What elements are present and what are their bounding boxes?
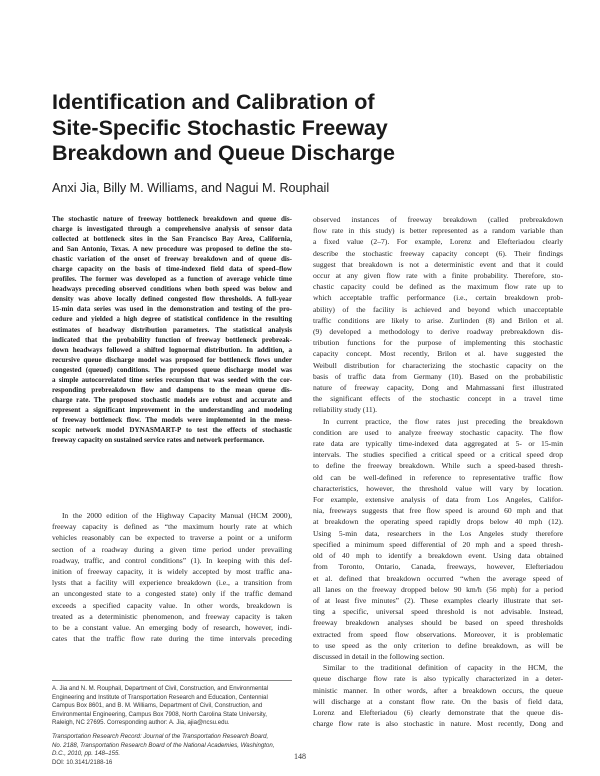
body-line: basis of traffic data from Germany (10). Based on the probabilistic [313, 371, 563, 381]
body-line: from Toronto, Ontario, Canada, freeways, however, Elefteriadou [313, 562, 563, 572]
title-line: Breakdown and Queue Discharge [52, 141, 395, 165]
abstract-line: of freeway bottleneck flow. The models were implemented in the meso- [52, 415, 292, 424]
abstract-line: freeway capacity on sustained service rates and network performance. [52, 436, 265, 445]
abstract-line: recursive queue discharge model was proposed for bottleneck flows under [52, 355, 292, 364]
abstract-line: scopic network model DYNASMART-P to test the effects of stochastic [52, 425, 292, 434]
body-line: Similar to the traditional definition of capacity in the HCM, the [323, 663, 563, 673]
citation-line: DOI: 10.3141/2188-16 [52, 758, 113, 766]
footnote-line: A. Jia and N. M. Rouphail, Department of Civil, Construction, and Environmental [52, 685, 269, 692]
footnote-line: Campus Box 8601, and B. M. Williams, Department of Civil, Construction, and [52, 702, 263, 710]
abstract-line: profiles. The former was developed as a function of average vehicle time [52, 275, 292, 284]
body-line: nia, freeways suggests that free flow speed is around 60 mph and that [313, 506, 563, 516]
left-column-body [52, 510, 292, 644]
body-line: old can be well-defined in reference to representative traffic flow [313, 472, 563, 482]
body-line: Weibull distribution for characterizing the stochastic capacity on the [313, 360, 563, 370]
body-line: (9) developed a methodology to derive roadway prebreakdown dis- [313, 327, 563, 337]
abstract-line: responding prebreakdown flow and dampens to the mean queue dis- [52, 385, 292, 394]
body-line: suggest that breakdown is not a deterministic event and that it could [313, 259, 563, 269]
body-line: vehicles reasonably can be expected to traverse a point or a uniform [52, 533, 292, 543]
abstract-line: charge capacity on the basis of time-indexed field data of speed–flow [52, 265, 292, 274]
body-line: an uncongested state to a congested state) only if the traffic demand [52, 589, 292, 599]
abstract [52, 214, 292, 445]
body-line: all lanes on the freeway dropped below 90 km/h (56 mph) for a period [313, 584, 563, 594]
right-column-body [313, 214, 563, 729]
body-line: tribution functions for the purpose of implementing this stochastic [313, 338, 563, 348]
abstract-line: estimates of headway distribution parameters. The statistical analysis [52, 325, 292, 334]
abstract-line: collected at bottleneck sites in the San Francisco Bay Area, California, [52, 235, 292, 244]
body-line: specified a minimum speed differential of 20 mph and a speed thresh- [313, 539, 563, 549]
body-line: freeway capacity is defined as “the maximum hourly rate at which [52, 522, 292, 532]
footnote-line: Environmental Engineering, Campus Box 7908, North Carolina State University, [52, 710, 267, 718]
title-line: Site-Specific Stochastic Freeway [52, 115, 388, 140]
affiliation-note [52, 685, 292, 728]
body-line: Lorenz and Elefteriadou (6) clearly demonstrate that the queue dis- [313, 707, 563, 717]
body-line: to be a constant value. An emerging body of research, however, indi- [52, 623, 292, 633]
body-line: extracted from speed flow observations. Moreover, it is problematic [313, 629, 563, 639]
abstract-line: chastic variation of the onset of freeway breakdown and of queue dis- [52, 255, 292, 264]
body-line: reliability study (11). [313, 405, 378, 415]
abstract-line: represent a significant improvement in the understanding and modeling [52, 405, 292, 414]
body-line: will discharge at a constant flow rate. On the basis of field data, [313, 696, 563, 706]
citation-note [52, 733, 292, 767]
body-line: of at least five minutes” (2). These examples clearly illustrate that set- [313, 595, 563, 605]
body-line: which acceptable traffic performance (i.e., certain breakdown prob- [313, 293, 563, 303]
body-line: to define the freeway breakdown. While such a speed-based thresh- [313, 461, 563, 471]
body-line: old of 40 mph to identify a breakdown event. Using data obtained [313, 551, 563, 561]
footnote-line: Raleigh, NC 27695. Corresponding author: A. Jia, ajia@ncsu.edu. [52, 719, 230, 727]
title-line: Identification and Calibration of [52, 90, 375, 114]
body-line: inition of freeway capacity, it is widely accepted by most traffic ana- [52, 567, 292, 577]
citation-line: Transportation Research Record: Journal of the Transportation Research Board, [52, 732, 269, 740]
body-line: at breakdown the operating speed rapidly drops below 40 mph (12). [313, 517, 563, 527]
abstract-line: down headways followed a shifted lognormal distribution. In addition, a [52, 345, 292, 354]
body-line: the significant effects of the stochastic concept in a travel time [313, 394, 563, 404]
abstract-line: The stochastic nature of freeway bottleneck breakdown and queue dis- [52, 215, 292, 223]
body-line: condition are used to analyze freeway stochastic capacity. The flow [313, 427, 563, 437]
abstract-line: density was above locally defined congested flow thresholds. A full-year [52, 295, 292, 304]
abstract-line: charge is investigated through a comprehensive analysis of sensor data [52, 225, 292, 234]
body-line: section of a roadway during a given time period under prevailing [52, 544, 292, 554]
body-line: traffic conditions are likely to arise. Zurlinden (8) and Brilon et al. [313, 315, 563, 325]
body-line: queue discharge flow rate is also typically characterized in a deter- [313, 674, 563, 684]
body-line: Using 5-min data, researchers in the Los Angeles study therefore [313, 528, 563, 538]
body-line: et al. defined that breakdown occurred “when the average speed of [313, 573, 563, 583]
body-line: to use speed as the only criterion to define breakdown, as will be [313, 640, 563, 650]
abstract-line: 15-min data series was used in the demonstration and testing of the pro- [52, 305, 292, 314]
body-line: ting a specific, universal speed threshold is not advisable. Instead, [313, 607, 563, 617]
body-line: charge flow rate is also stochastic in nature. Most recently, Dong and [313, 719, 563, 729]
body-line: occur at any given flow rate with a finite probability. Therefore, sto- [313, 271, 563, 281]
body-line: In current practice, the flow rates just preceding the breakdown [323, 416, 563, 426]
abstract-line: charge rate. The proposed stochastic models are robust and accurate and [52, 395, 292, 404]
abstract-line: congested (queued) conditions. The proposed queue discharge model was [52, 365, 292, 374]
abstract-line: and San Antonio, Texas. A new procedure was proposed to define the sto- [52, 245, 292, 254]
citation-line: D.C., 2010, pp. 148–155. [52, 750, 121, 758]
body-line: chastic capacity could be defined as the maximum flow rate up to [313, 282, 563, 292]
citation-line: No. 2188, Transportation Research Board of the National Academies, Washington, [52, 741, 275, 749]
body-line: a fixed value (2–7). For example, Lorenz and Elefteriadou clearly [313, 237, 563, 247]
abstract-line: headways preceding observed conditions when both speed was below and [52, 285, 292, 294]
body-line: flow rate in this study) is better represented as a random variable than [313, 226, 563, 236]
footnote-divider [52, 680, 292, 681]
body-line: ministic manner. In other words, after a breakdown occurs, the queue [313, 685, 563, 695]
body-line: For example, extensive analysis of data from Los Angeles, Califor- [313, 495, 563, 505]
body-line: rate data are typically time-indexed data aggregated at 5- or 15-min [313, 439, 563, 449]
page-number: 148 [294, 752, 306, 761]
abstract-line: a simple autocorrelated time series recursion that was seeded with the cor- [52, 375, 292, 384]
body-line: nature of freeway capacity, Dong and Mahmassani first illustrated [313, 383, 563, 393]
author-list: Anxi Jia, Billy M. Williams, and Nagui M. Rouphail [52, 181, 330, 195]
body-line: lysts that a facility will experience breakdown (i.e., a transition from [52, 578, 292, 588]
body-line: ability) of the facility is achieved and beyond which unacceptable [313, 304, 563, 314]
body-line: capacity concept. Most recently, Brilon et al. have suggested the [313, 349, 563, 359]
body-line: discussed in detail in the following section. [313, 651, 445, 661]
body-line: describe the stochastic freeway capacity concept (6). Their findings [313, 248, 563, 258]
body-line: exceeds a specified capacity value. In other words, breakdown is [52, 600, 292, 610]
footnote-line: Engineering and Institute of Transportation Research and Education, Centennial [52, 693, 268, 701]
body-line: intervals. The studies specified a critical speed or a critical speed drop [313, 450, 563, 460]
body-line: characteristics, however, the threshold value will vary by location. [313, 483, 563, 493]
abstract-line: cedure and yielded a high degree of statistical confidence in the resulting [52, 315, 292, 324]
body-line: In the 2000 edition of the Highway Capacity Manual (HCM 2000), [62, 511, 292, 520]
body-line: treated as a deterministic phenomenon, and freeway capacity is taken [52, 611, 292, 621]
abstract-line: indicated that the probability function of freeway bottleneck prebreak- [52, 335, 292, 344]
body-line: cates that the traffic flow rate during the time intervals preceding [52, 634, 292, 644]
paper-title [52, 90, 522, 167]
body-line: roadway, traffic, and control conditions” (1). In keeping with this def- [52, 555, 292, 565]
body-line: freeway breakdown analyses should be based on speed thresholds [313, 618, 563, 628]
body-line: observed instances of freeway breakdown (called prebreakdown [313, 215, 563, 224]
